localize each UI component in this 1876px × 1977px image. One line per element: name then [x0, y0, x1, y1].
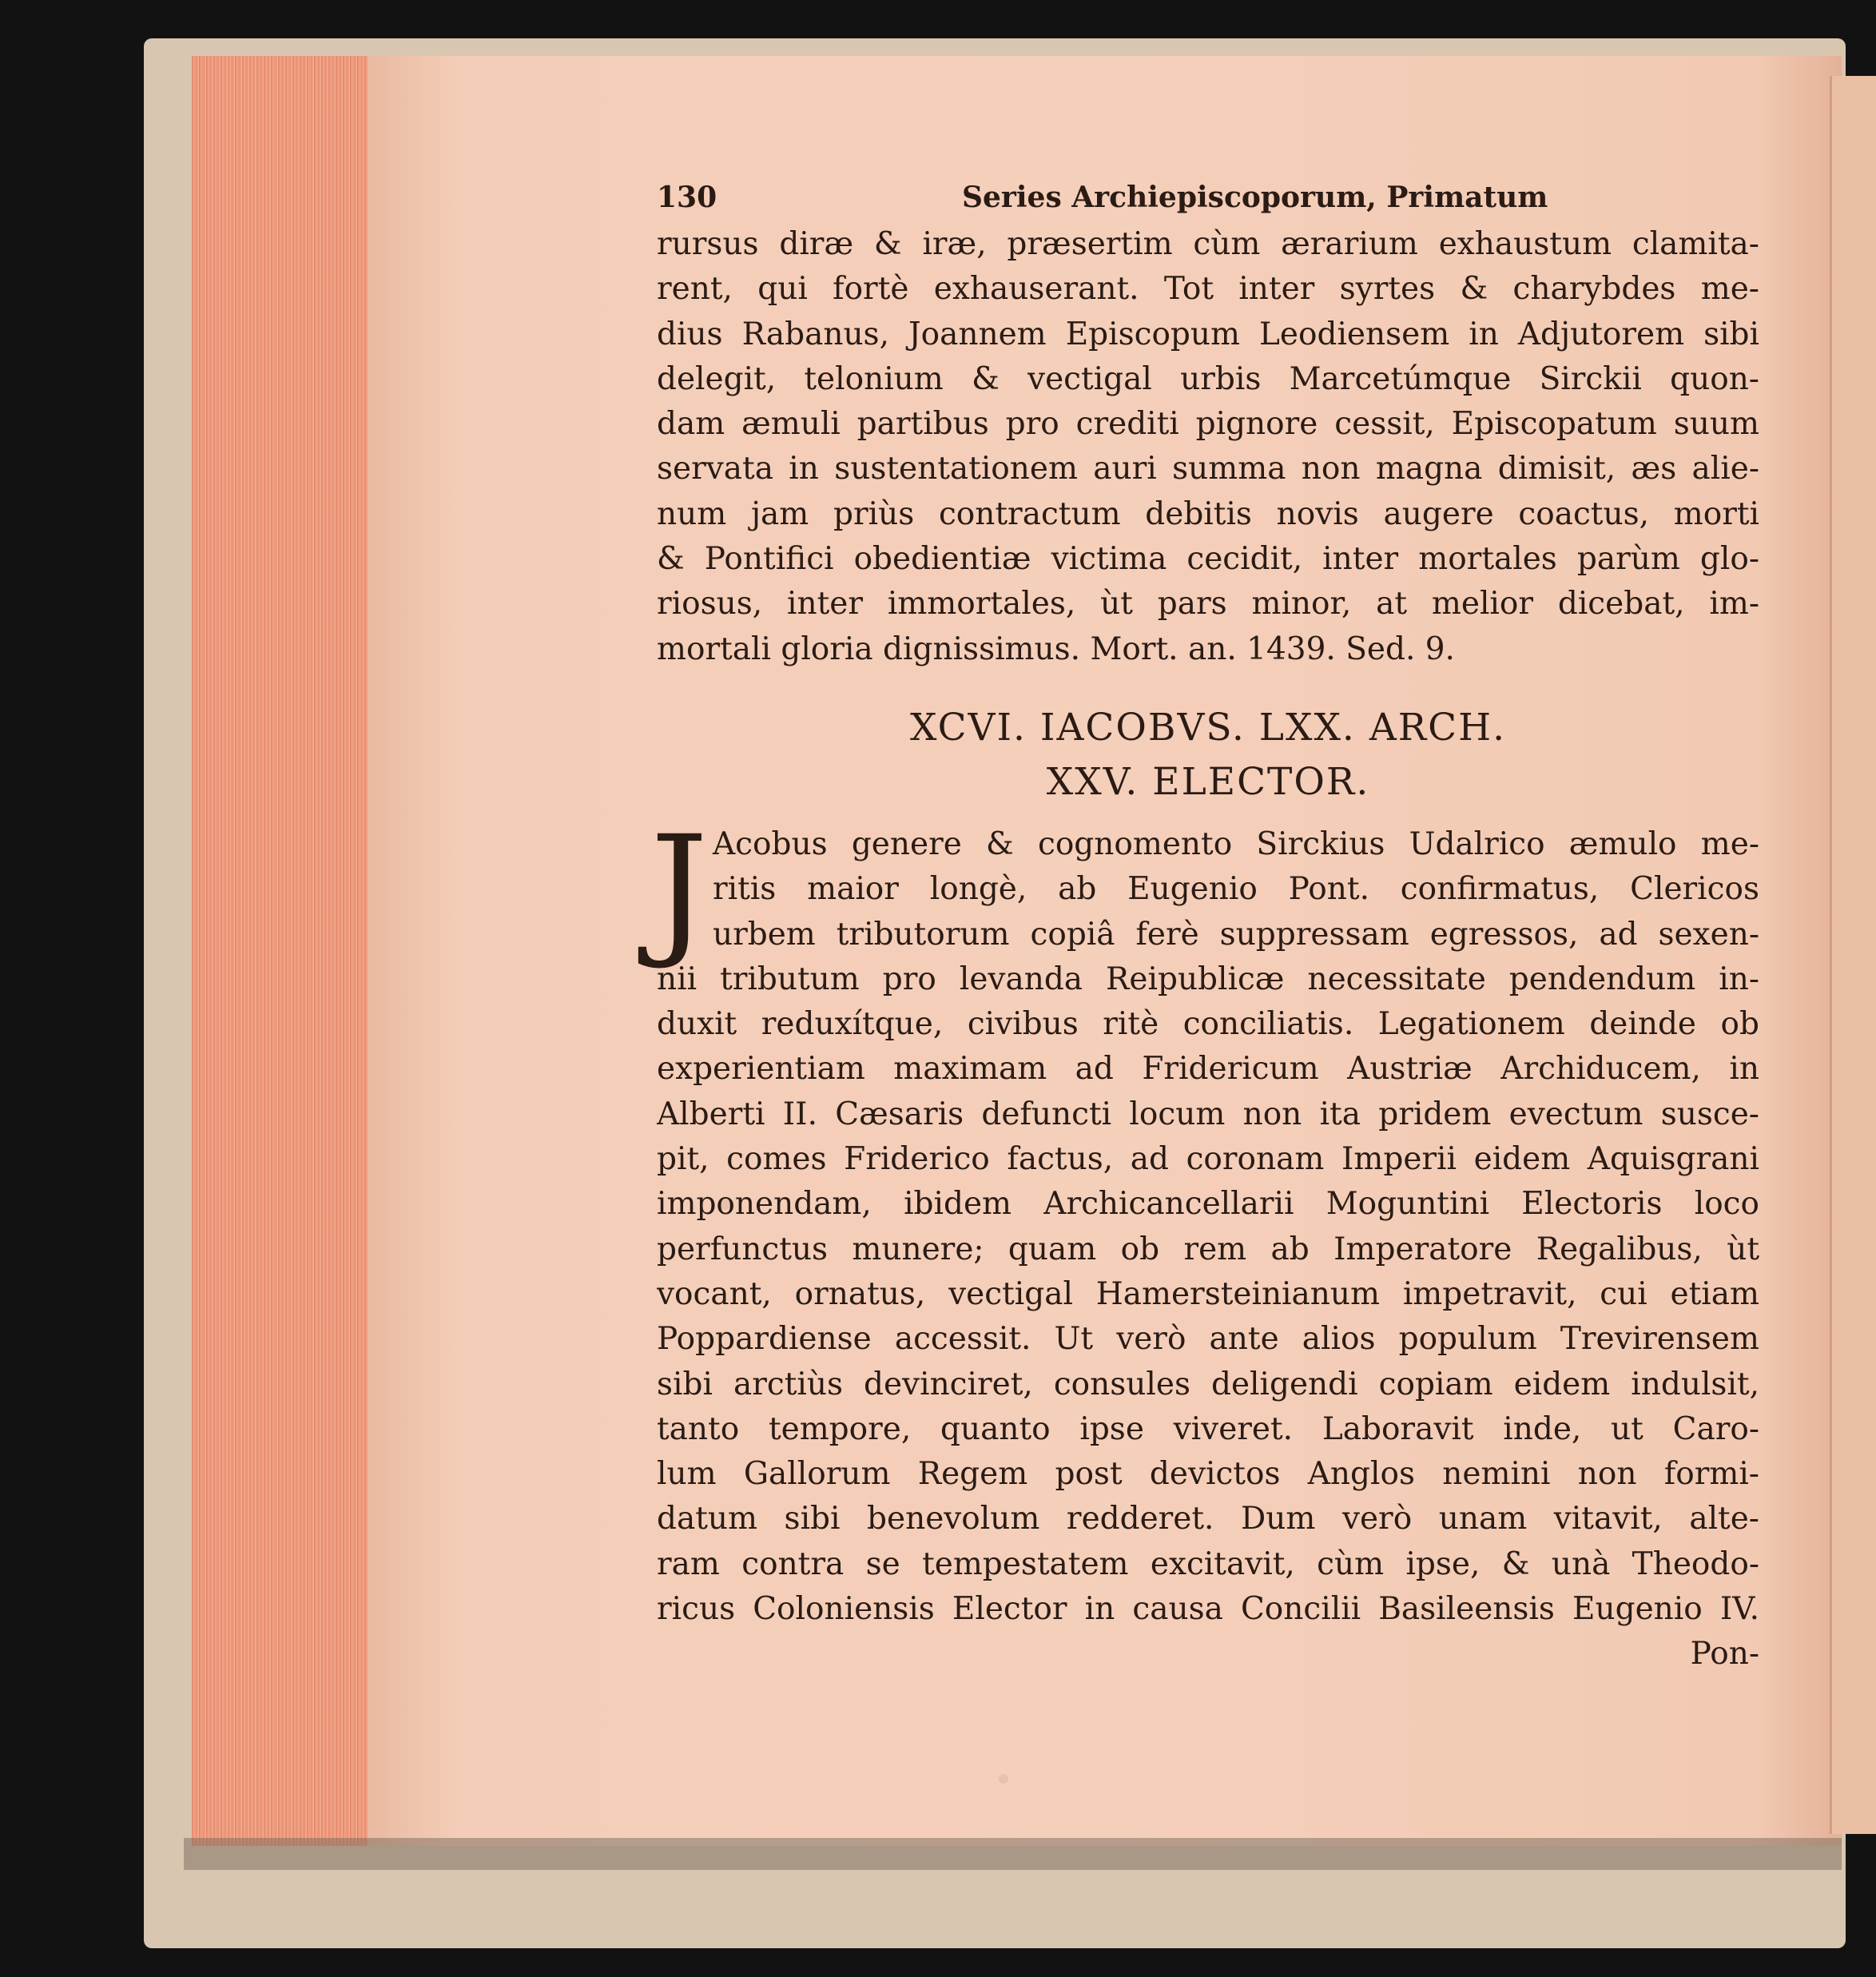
- text-line: pit, comes Friderico factus, ad coronam Imperii eidem Aquisgrani: [657, 1141, 1759, 1178]
- text-line: ritis maior longè, ab Eugenio Pont. confirmatus, Clericos: [713, 871, 1759, 908]
- text-line: dius Rabanus, Joannem Episcopum Leodiensem in Adjutorem sibi: [657, 316, 1759, 352]
- text-line: datum sibi benevolum redderet. Dum verò unam vitavit, alte-: [657, 1501, 1759, 1537]
- text-line: experientiam maximam ad Fridericum Austriæ Archiducem, in: [657, 1051, 1759, 1088]
- page-edge-red: [192, 56, 376, 1846]
- text-line: dam æmuli partibus pro crediti pignore cessit, Episcopatum suum: [657, 406, 1759, 443]
- section-heading-line-2: XXV. ELECTOR.: [1046, 759, 1370, 804]
- binding-shadow: [184, 1838, 1842, 1870]
- text-line: lum Gallorum Regem post devictos Anglos nemini non formi-: [657, 1456, 1759, 1493]
- text-line: urbem tributorum copiâ ferè suppressam egressos, ad sexen-: [713, 916, 1759, 953]
- text-line: Poppardiense accessit. Ut verò ante alios populum Trevirensem: [657, 1321, 1759, 1358]
- text-line: vocant, ornatus, vectigal Hamersteinianum impetravit, cui etiam: [657, 1275, 1759, 1312]
- text-line: ricus Coloniensis Elector in causa Concilii Basileensis Eugenio IV.: [657, 1591, 1759, 1628]
- text-line: ram contra se tempestatem excitavit, cùm ipse, & unà Theodo-: [657, 1545, 1759, 1582]
- text-line: servata in sustentationem auri summa non magna dimisit, æs alie-: [657, 451, 1759, 487]
- text-line: mortali gloria dignissimus. Mort. an. 1439. Sed. 9.: [657, 630, 1455, 667]
- page-number: 130: [657, 181, 717, 214]
- text-line: delegit, telonium & vectigal urbis Marcetúmque Sirckii quon-: [657, 360, 1759, 397]
- text-line: rent, qui fortè exhauserant. Tot inter syrtes & charybdes me-: [657, 271, 1759, 308]
- running-head: [657, 177, 1759, 222]
- paragraph-2: [650, 805, 1759, 1632]
- section-heading-line-1: XCVI. IACOBVS. LXX. ARCH.: [909, 705, 1507, 750]
- foxing-spot: [999, 1774, 1008, 1784]
- paragraph-1: [657, 222, 1759, 672]
- text-line: Alberti II. Cæsaris defuncti locum non ita pridem evectum susce-: [657, 1096, 1759, 1132]
- text-line: num jam priùs contractum debitis novis augere coactus, morti: [657, 495, 1759, 532]
- text-line: rursus diræ & iræ, præsertim cùm ærarium exhaustum clamita-: [657, 226, 1759, 262]
- catchword: Pon-: [1690, 1636, 1759, 1673]
- text-line: sibi arctiùs devinciret, consules deligendi copiam eidem indulsit,: [657, 1366, 1759, 1402]
- facing-page-edge: [1830, 76, 1876, 1834]
- page-text: [650, 177, 1759, 1677]
- text-line: & Pontifici obedientiæ victima cecidit, inter mortales parùm glo-: [657, 541, 1759, 578]
- text-line: tanto tempore, quanto ipse viveret. Laboravit inde, ut Caro-: [657, 1410, 1759, 1447]
- text-line: nii tributum pro levanda Reipublicæ necessitate pendendum in-: [657, 961, 1759, 997]
- text-line: duxit reduxítque, civibus ritè conciliatis. Legationem deinde ob: [657, 1006, 1759, 1043]
- drop-cap-initial: J: [650, 805, 709, 973]
- running-head-title: Series Archiepiscoporum, Primatum: [962, 181, 1548, 214]
- text-line: Acobus genere & cognomento Sirckius Udalrico æmulo me-: [713, 825, 1759, 862]
- text-line: perfunctus munere; quam ob rem ab Imperatore Regalibus, ùt: [657, 1231, 1759, 1267]
- text-line: imponendam, ibidem Archicancellarii Moguntini Electoris loco: [657, 1186, 1759, 1223]
- text-line: riosus, inter immortales, ùt pars minor, at melior dicebat, im-: [657, 586, 1759, 623]
